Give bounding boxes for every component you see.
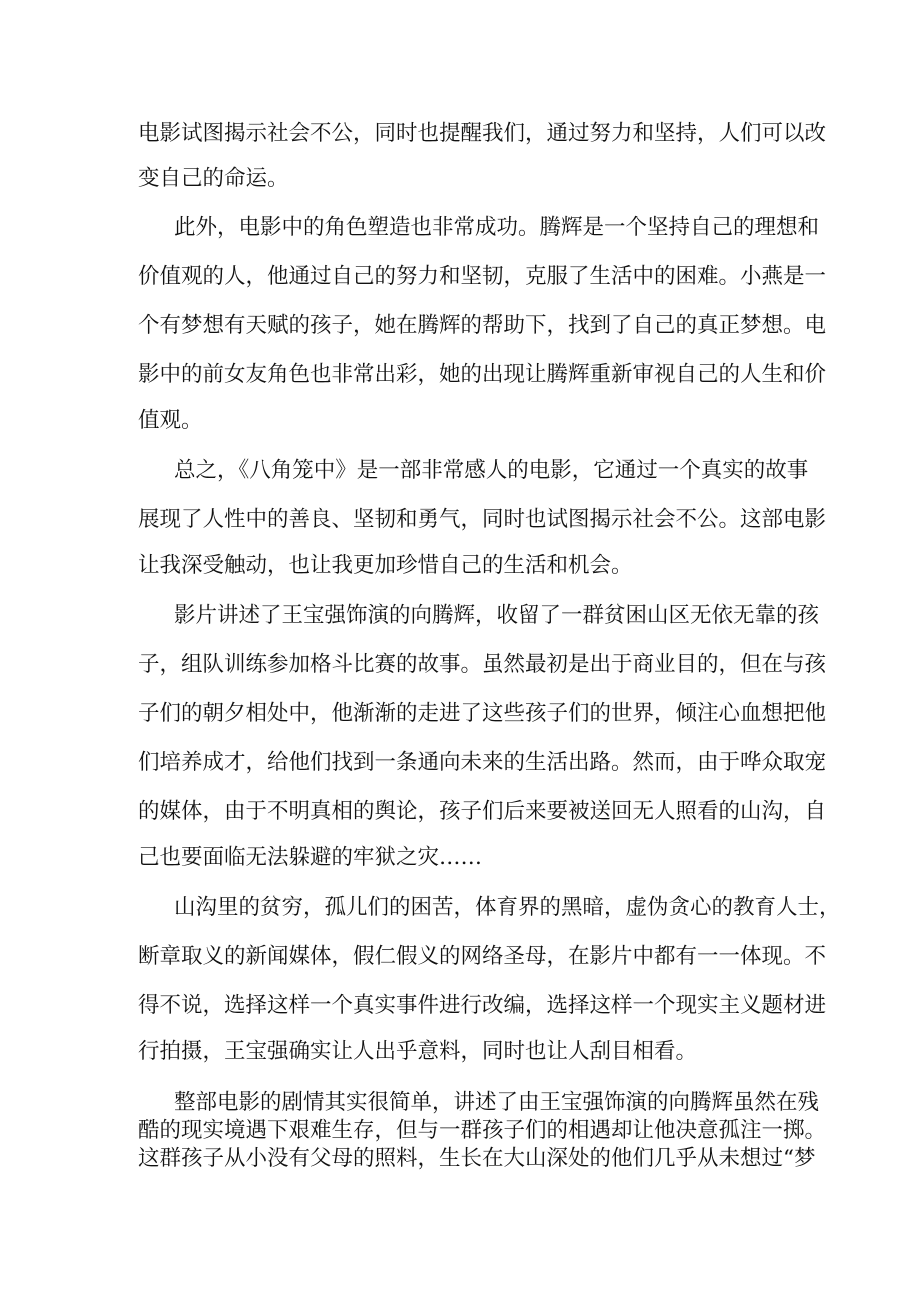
text-line: 价值观的人，他通过自己的努力和坚韧，克服了生活中的困难。小燕是一 <box>138 264 827 289</box>
text-line: 让我深受触动，也让我更加珍惜自己的生活和机会。 <box>138 553 633 578</box>
text-line: 个有梦想有天赋的孩子，她在腾辉的帮助下，找到了自己的真正梦想。电 <box>138 313 827 338</box>
text-line: 影中的前女友角色也非常出彩，她的出现让腾辉重新审视自己的人生和价 <box>138 362 827 387</box>
text-line: 的媒体，由于不明真相的舆论，孩子们后来要被送回无人照看的山沟，自 <box>138 799 827 824</box>
text-line: 断章取义的新闻媒体，假仁假义的网络圣母，在影片中都有一一体现。不 <box>138 944 827 969</box>
text-line: 总之，《八角笼中》是一部非常感人的电影，它通过一个真实的故事 <box>174 458 809 483</box>
text-line: 己也要面临无法躲避的牢狱之灾…… <box>138 845 483 870</box>
text-line: 得不说，选择这样一个真实事件进行改编，选择这样一个现实主义题材进 <box>138 993 827 1018</box>
text-line: 子们的朝夕相处中，他渐渐的走进了这些孩子们的世界，倾注心血想把他 <box>138 701 827 726</box>
text-line: 展现了人性中的善良、坚韧和勇气，同时也试图揭示社会不公。这部电影 <box>138 507 827 532</box>
text-line: 变自己的命运。 <box>138 166 289 191</box>
text-line: 此外，电影中的角色塑造也非常成功。腾辉是一个坚持自己的理想和 <box>174 215 820 240</box>
text-line: 值观。 <box>138 408 203 433</box>
text-line: 影片讲述了王宝强饰演的向腾辉，收留了一群贫困山区无依无靠的孩 <box>174 603 820 628</box>
text-line: 们培养成才，给他们找到一条通向未来的生活出路。然而，由于哗众取宠 <box>138 750 827 775</box>
text-line: 酷的现实境遇下艰难生存，但与一群孩子们的相遇却让他决意孤注一掷。 <box>138 1118 827 1143</box>
text-line: 子，组队训练参加格斗比赛的故事。虽然最初是出于商业目的，但在与孩 <box>138 652 827 677</box>
text-line: 行拍摄，王宝强确实让人出乎意料，同时也让人刮目相看。 <box>138 1039 698 1064</box>
text-line: 山沟里的贫穷，孤儿们的困苦，体育界的黑暗，虚伪贪心的教育人士， <box>174 895 841 920</box>
text-line: 整部电影的剧情其实很简单，讲述了由王宝强饰演的向腾辉虽然在残 <box>174 1090 820 1115</box>
text-line: 这群孩子从小没有父母的照料，生长在大山深处的他们几乎从未想过“梦 <box>138 1146 816 1171</box>
text-line: 电影试图揭示社会不公，同时也提醒我们，通过努力和坚持，人们可以改 <box>138 121 827 146</box>
